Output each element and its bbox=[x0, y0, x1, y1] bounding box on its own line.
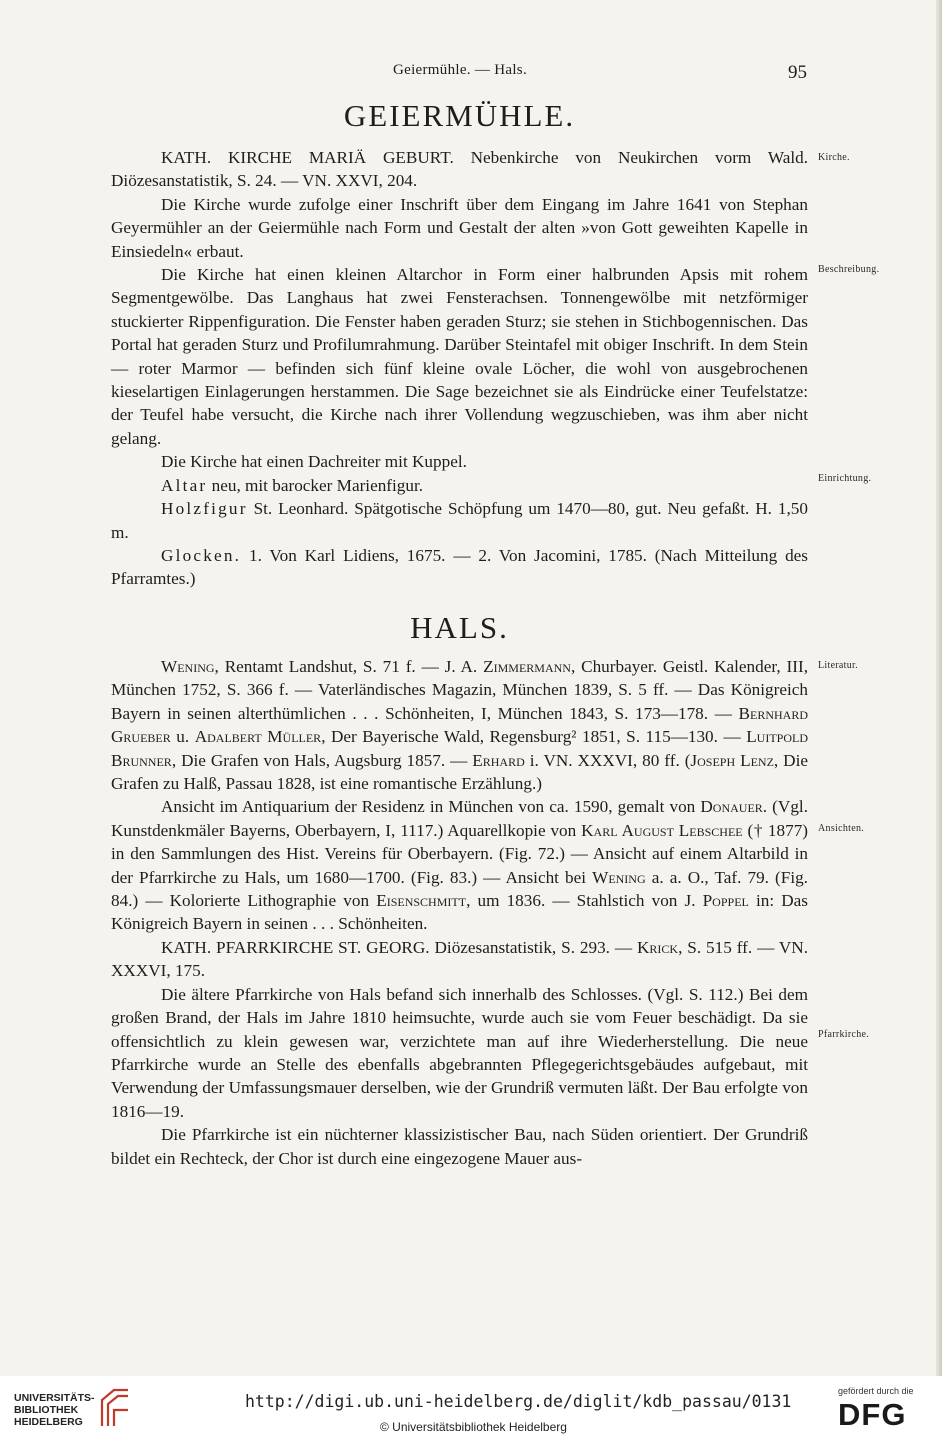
author-name: Poppel bbox=[702, 891, 749, 911]
keyword-glocken: Glocken. bbox=[161, 545, 242, 565]
paragraph-text: Nebenkirche von Neukirchen vorm Wald. Diözesanstatistik, S. 24. — VN. XXVI, 204. bbox=[111, 148, 808, 191]
paragraph-pfarrkirche-heading bbox=[111, 936, 808, 983]
text-block-geiermuehle bbox=[111, 146, 808, 591]
paragraph-beschreibung: Die Kirche hat einen kleinen Altarchor in Form einer halbrunden Apsis mit rohem Segmentgewölbe. Das Langhaus hat zwei Fensterachsen. Tonnengewölbe mit netzförmiger stuckierter Rippenfiguration. Die Fenster haben geraden Sturz; sie stehen in Stichbogennischen. Das Portal hat geraden Sturz und Profilumrahmung. Darüber Steintafel mit obiger Inschrift. In dem Stein — roter Marmor — befinden sich fünf kleine ovale Löcher, die wohl von ausgebrochenen kieselartigen Einlagerungen herstammen. Die Sage bezeichnet sie als Eindrücke einer Teufelstatze: der Teufel habe versucht, die Kirche nach ihrer Vollendung wegzuschieben, was ihm aber nicht gelang. bbox=[111, 265, 808, 448]
paragraph-text: , Churbayer. Geistl. Kalender, III, München 1752, S. 366 f. — Vaterländisches Magazin, München 1839, S. 5 ff. — Das Königreich Bayern in seinen alterthümlichen . . . Schönheiten, I, München 1843, S. 173—178. — bbox=[111, 657, 809, 723]
paragraph-dachreiter: Die Kirche hat einen Dachreiter mit Kuppel. bbox=[161, 452, 467, 472]
dfg-logo[interactable]: DFG bbox=[838, 1397, 907, 1432]
paragraph-inschrift: Die Kirche wurde zufolge einer Inschrift über dem Eingang im Jahre 1641 von Stephan Geyermühler an der Geiermühle nach Form und Gestalt der alten »von Gott geweihten Kapelle in Einsiedeln« erbaut. bbox=[111, 194, 808, 261]
paragraph-text: , Die Grafen zu Halß, Passau 1828, ist eine romantische Erzählung.) bbox=[111, 750, 808, 794]
margin-note-ansichten: Ansichten. bbox=[818, 823, 865, 834]
author-name: Erhard bbox=[472, 750, 525, 770]
permalink-url[interactable]: http://digi.ub.uni-heidelberg.de/diglit/kdb_passau/0131 bbox=[245, 1392, 792, 1411]
paragraph-altar bbox=[111, 474, 808, 497]
paragraph-text: a. a. O., Taf. 79. (Fig. 84.) — Kolorierte Lithographie von bbox=[111, 867, 808, 911]
running-head: Geiermühle. — Hals. bbox=[393, 62, 527, 78]
paragraph-klassizistischer-bau: Die Pfarrkirche ist ein nüchterner klassizistischer Bau, nach Süden orientiert. Der Grundriß bildet ein Rechteck, der Chor ist durch eine eingezogene Mauer aus- bbox=[111, 1125, 808, 1168]
logo-text-line: BIBLIOTHEK bbox=[14, 1404, 79, 1416]
paragraph-text: , S. 515 ff. — VN. XXXVI, 175. bbox=[111, 937, 808, 981]
ub-logo-mark-icon bbox=[98, 1386, 132, 1430]
paragraph-text: 1. Von Karl Lidiens, 1675. — 2. Von Jacomini, 1785. (Nach Mitteilung des Pfarramtes.) bbox=[111, 545, 808, 589]
author-name: Wening bbox=[592, 867, 646, 887]
keyword-altar: Altar bbox=[161, 475, 208, 495]
paragraph-glocken bbox=[111, 544, 808, 591]
paragraph-ansichten bbox=[111, 795, 808, 935]
author-name: Bernhard Grueber bbox=[111, 703, 808, 747]
author-name: Eisenschmitt bbox=[376, 891, 467, 911]
logo-text-line: UNIVERSITÄTS- bbox=[14, 1392, 95, 1404]
copyright-notice: © Universitätsbibliothek Heidelberg bbox=[380, 1420, 567, 1434]
margin-note-kirche: Kirche. bbox=[818, 152, 850, 163]
logo-text-line: HEIDELBERG bbox=[14, 1416, 83, 1428]
paragraph-text: , um 1836. — Stahlstich von J. bbox=[466, 891, 703, 911]
paragraph-text: († 1877) in den Sammlungen des Hist. Vereins für Oberbayern. (Fig. 72.) — Ansicht auf einem Altarbild in der Pfarrkirche zu Hals, um 1680—1700. (Fig. 83.) — Ansicht bei bbox=[111, 820, 809, 887]
section-title-hals: HALS. bbox=[410, 610, 509, 645]
paragraph-text: , Rentamt Landshut, S. 71 f. — J. A. bbox=[214, 657, 484, 676]
paragraph-text: u. bbox=[170, 727, 195, 747]
paragraph-text: St. Leonhard. Spätgotische Schöpfung um 1470—80, gut. Neu gefaßt. H. 1,50 m. bbox=[111, 499, 808, 542]
margin-note-einrichtung: Einrichtung. bbox=[818, 473, 872, 484]
paragraph-kirche-heading bbox=[111, 146, 808, 193]
author-name: Krick bbox=[636, 937, 679, 957]
heading-kath-pfarrkirche: KATH. PFARRKIRCHE ST. GEORG. bbox=[161, 937, 430, 957]
paragraph-text: , Die Grafen von Hals, Augsburg 1857. — bbox=[171, 750, 473, 770]
paragraph-text: neu, mit barocker Marienfigur. bbox=[207, 475, 424, 495]
paragraph-text: Diözesanstatistik, S. 293. — bbox=[429, 937, 637, 957]
paragraph-text: , Der Bayerische Wald, Regensburg² 1851, S. 115—130. — bbox=[321, 727, 747, 747]
margin-note-pfarrkirche: Pfarrkirche. bbox=[818, 1029, 870, 1040]
margin-note-literatur: Literatur. bbox=[818, 660, 858, 671]
dfg-funding-note: gefördert durch die bbox=[838, 1386, 914, 1396]
ub-heidelberg-logo[interactable] bbox=[14, 1392, 95, 1428]
author-name: Zimmermann bbox=[483, 657, 571, 676]
paragraph-text: i. VN. XXXVI, 80 ff. ( bbox=[524, 750, 691, 770]
author-name: Joseph Lenz bbox=[690, 750, 774, 770]
section-title-geiermuehle: GEIERMÜHLE. bbox=[343, 98, 576, 133]
text-block-hals bbox=[111, 655, 808, 1170]
margin-note-beschreibung: Beschreibung. bbox=[818, 264, 880, 275]
paragraph-literatur bbox=[111, 655, 808, 795]
author-name: Wening bbox=[161, 657, 215, 676]
paragraph-aeltere-pfarrkirche: Die ältere Pfarrkirche von Hals befand sich innerhalb des Schlosses. (Vgl. S. 112.) Bei dem großen Brand, der Hals im Jahre 1810 heimsuchte, wurde auch sie vom Feuer beschädigt. Da sie offensichtlich zu klein gewesen war, verzichtete man auf ihre Wiederherstellung. Die neue Pfarrkirche wurde an Stelle des ebenfalls abgebrannten Pflegegerichtsgebäudes aufgebaut, mit Verwendung der Umfassungsmauer derselben, wie der Grundriß vermuten läßt. Der Bau erfolgte von 1816—19. bbox=[111, 984, 808, 1121]
author-name: Karl August Lebschee bbox=[581, 820, 743, 840]
page-number: 95 bbox=[788, 62, 807, 83]
author-name: Luitpold Brunner bbox=[111, 727, 809, 770]
heading-kath-kirche: KATH. KIRCHE MARIÄ GEBURT. bbox=[161, 148, 454, 167]
paragraph-text: Ansicht im Antiquarium der Residenz in München von ca. 1590, gemalt von bbox=[161, 797, 701, 817]
author-name: Adalbert Müller bbox=[194, 727, 322, 747]
paragraph-holzfigur bbox=[111, 497, 808, 544]
paragraph-text: in: Das Königreich Bayern in seinen . . . Schönheiten. bbox=[111, 891, 808, 934]
keyword-holzfigur: Holzfigur bbox=[161, 499, 248, 519]
paragraph-text: . (Vgl. Kunstdenkmäler Bayerns, Oberbayern, I, 1117.) Aquarellkopie von bbox=[111, 797, 808, 840]
author-name: Donauer bbox=[700, 797, 763, 817]
footer-bar bbox=[0, 1376, 942, 1445]
